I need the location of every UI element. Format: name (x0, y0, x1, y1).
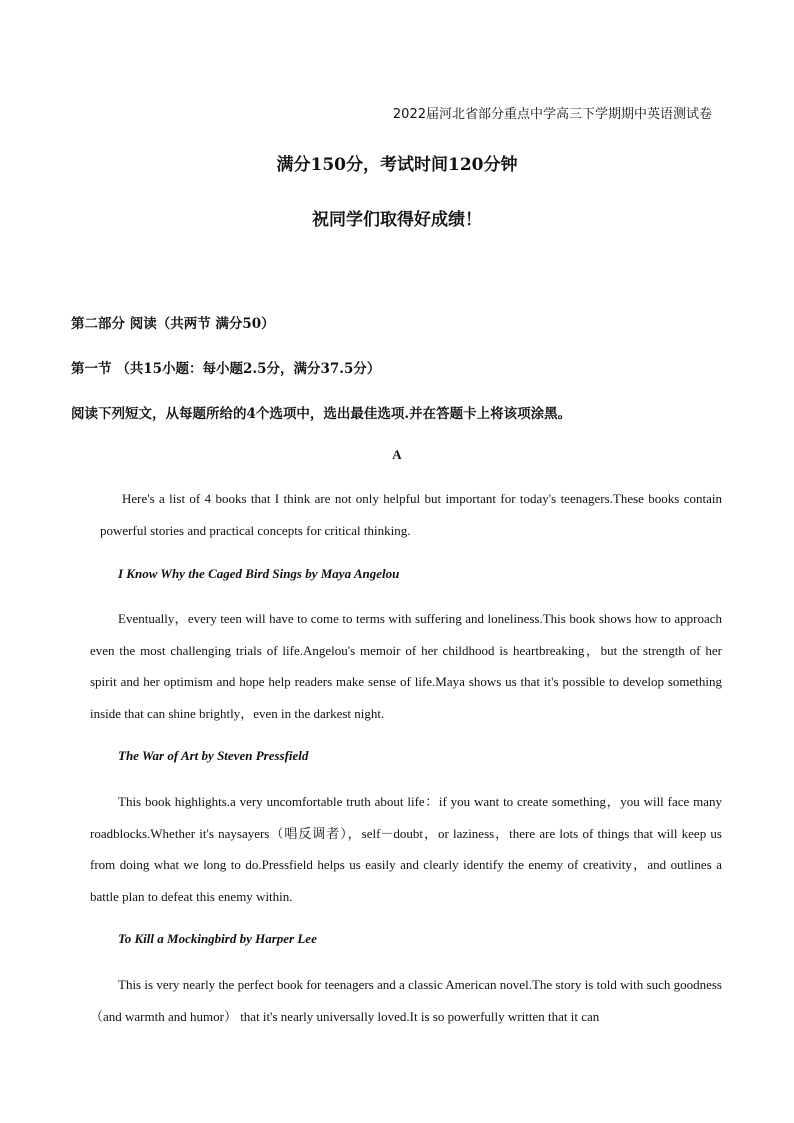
intro-paragraph: Here's a list of 4 books that I think are not only helpful but important for today's teenagers.These books contain powerful stories and practical concepts for critical thinking. (100, 491, 722, 538)
book-paragraph-2: This book highlights.a very uncomfortable truth about life：if you want to create something，you will face many roadblocks.Whether it's naysayers（唱反调者），self－doubt，or laziness，there are lots of things that will keep us from doing what we long to do.Pressfield helps us easily and clearly identify the enemy of creativity，and outlines a battle plan to defeat this enemy within. (90, 794, 722, 904)
greeting-subtitle: 祝同学们取得好成绩！ (312, 210, 482, 230)
book-title-3: To Kill a Mockingbird by Harper Lee (118, 931, 317, 946)
book-title-2: The War of Art by Steven Pressfield (118, 748, 309, 763)
instruction-text: 阅读下列短文，从每题所给的4个选项中，选出最佳选项.并在答题卡上将该项涂黑。 (71, 406, 572, 422)
part-heading: 第二部分 阅读（共两节 满分50） (71, 316, 275, 332)
book-title-1: I Know Why the Caged Bird Sings by Maya Angelou (118, 566, 400, 581)
book-paragraph-3: This is very nearly the perfect book for teenagers and a classic American novel.The story is told with such goodness（and warmth and humor） that it's nearly universally loved.It is so powerfully written that it can (90, 977, 722, 1024)
book-paragraph-1: Eventually，every teen will have to come to terms with suffering and loneliness.This book shows how to approach even the most challenging trials of life.Angelou's memoir of her childhood is heartbreaking，but the strength of her spirit and her optimism and hope help readers make sense of life.Maya shows us that it's possible to develop something inside that can shine brightly，even in the darkest night. (90, 611, 722, 721)
section-heading: 第一节 （共15小题：每小题2.5分，满分37.5分） (71, 361, 381, 377)
exam-header: 2022届河北省部分重点中学高三下学期期中英语测试卷 (392, 107, 712, 122)
score-time-title: 满分150分，考试时间120分钟 (276, 155, 518, 175)
passage-label: A (392, 447, 402, 462)
